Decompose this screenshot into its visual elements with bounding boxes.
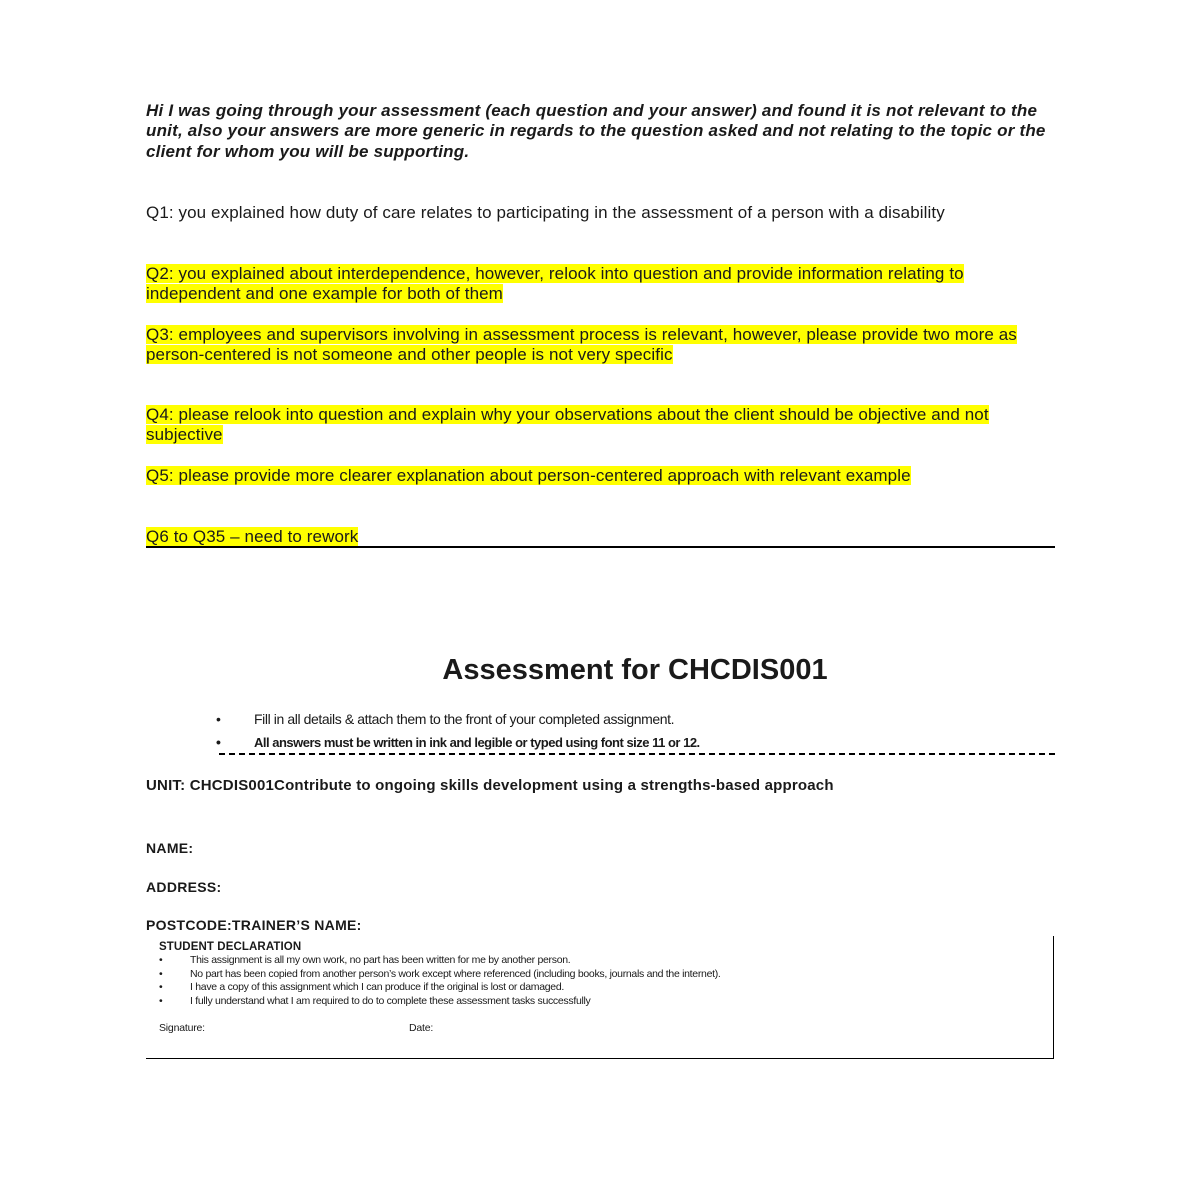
section-divider: [146, 546, 1055, 548]
assessment-title: Assessment for CHCDIS001: [442, 654, 828, 686]
bullet-icon: •: [159, 994, 163, 1007]
instructions-list: [216, 708, 1036, 754]
declaration-item: [159, 954, 1039, 968]
instruction-item: [216, 708, 1036, 731]
bullet-icon: •: [216, 711, 221, 727]
unit-value: CHCDIS001Contribute to ongoing skills development using a strengths-based approach: [189, 777, 834, 794]
bullet-icon: •: [216, 734, 221, 750]
instruction-item: [216, 731, 1036, 754]
feedback-item-q2: [146, 264, 1056, 305]
feedback-text-q3: Q3: employees and supervisors involving in assessment process is relevant, however, please provide two more as person-centered is not someone and other people is not very specific: [146, 325, 1017, 365]
declaration-item: [159, 981, 1039, 995]
date-label: Date:: [409, 1022, 434, 1034]
bullet-icon: •: [159, 954, 163, 966]
bullet-icon: •: [159, 967, 163, 980]
declaration-item: [159, 995, 1039, 1009]
feedback-item-q5: [146, 466, 1056, 486]
postcode-trainer-label: POSTCODE:TRAINER’S NAME:: [146, 917, 362, 933]
feedback-item-q4: [146, 405, 1056, 446]
name-label: NAME:: [146, 840, 194, 856]
instruction-text: Fill in all details & attach them to the front of your completed assignment.: [254, 711, 675, 727]
declaration-item: [159, 968, 1039, 982]
instruction-text: All answers must be written in ink and legible or typed using font size 11 or 12.: [254, 735, 700, 750]
address-label: ADDRESS:: [146, 879, 222, 895]
declaration-text: I fully understand what I am required to do to complete these assessment tasks successfully: [190, 994, 591, 1007]
declaration-text: I have a copy of this assignment which I can produce if the original is lost or damaged.: [190, 981, 564, 993]
feedback-intro: Hi I was going through your assessment (each question and your answer) and found it is not relevant to the unit, also your answers are more generic in regards to the question asked and not relating to the topic or the client for whom you will be supporting.: [146, 101, 1046, 161]
signature-label: Signature:: [159, 1022, 205, 1034]
feedback-text-q2: Q2: you explained about interdependence, however, relook into question and provide information relating to independent and one example for both of them: [146, 264, 964, 304]
unit-line: [146, 777, 834, 794]
feedback-item-q1: [146, 203, 1056, 223]
feedback-text-q4: Q4: please relook into question and explain why your observations about the client should be objective and not subjective: [146, 405, 989, 445]
feedback-item-q6-q35: [146, 527, 1056, 547]
bullet-icon: •: [159, 981, 163, 993]
feedback-item-q3: [146, 325, 1056, 366]
dashed-divider: [219, 753, 1055, 755]
declaration-text: This assignment is all my own work, no part has been written for me by another person.: [190, 954, 571, 966]
feedback-text-q6-q35: Q6 to Q35 – need to rework: [146, 527, 359, 546]
declaration-title: STUDENT DECLARATION: [159, 941, 302, 953]
unit-label: UNIT:: [146, 777, 186, 794]
feedback-text-q5: Q5: please provide more clearer explanation about person-centered approach with relevant example: [146, 466, 911, 485]
declaration-text: No part has been copied from another person’s work except where referenced (including books, journals and the internet).: [190, 967, 721, 980]
student-declaration-box: [146, 936, 1054, 1059]
feedback-text-q1: Q1: you explained how duty of care relates to participating in the assessment of a person with a disability: [146, 203, 945, 222]
